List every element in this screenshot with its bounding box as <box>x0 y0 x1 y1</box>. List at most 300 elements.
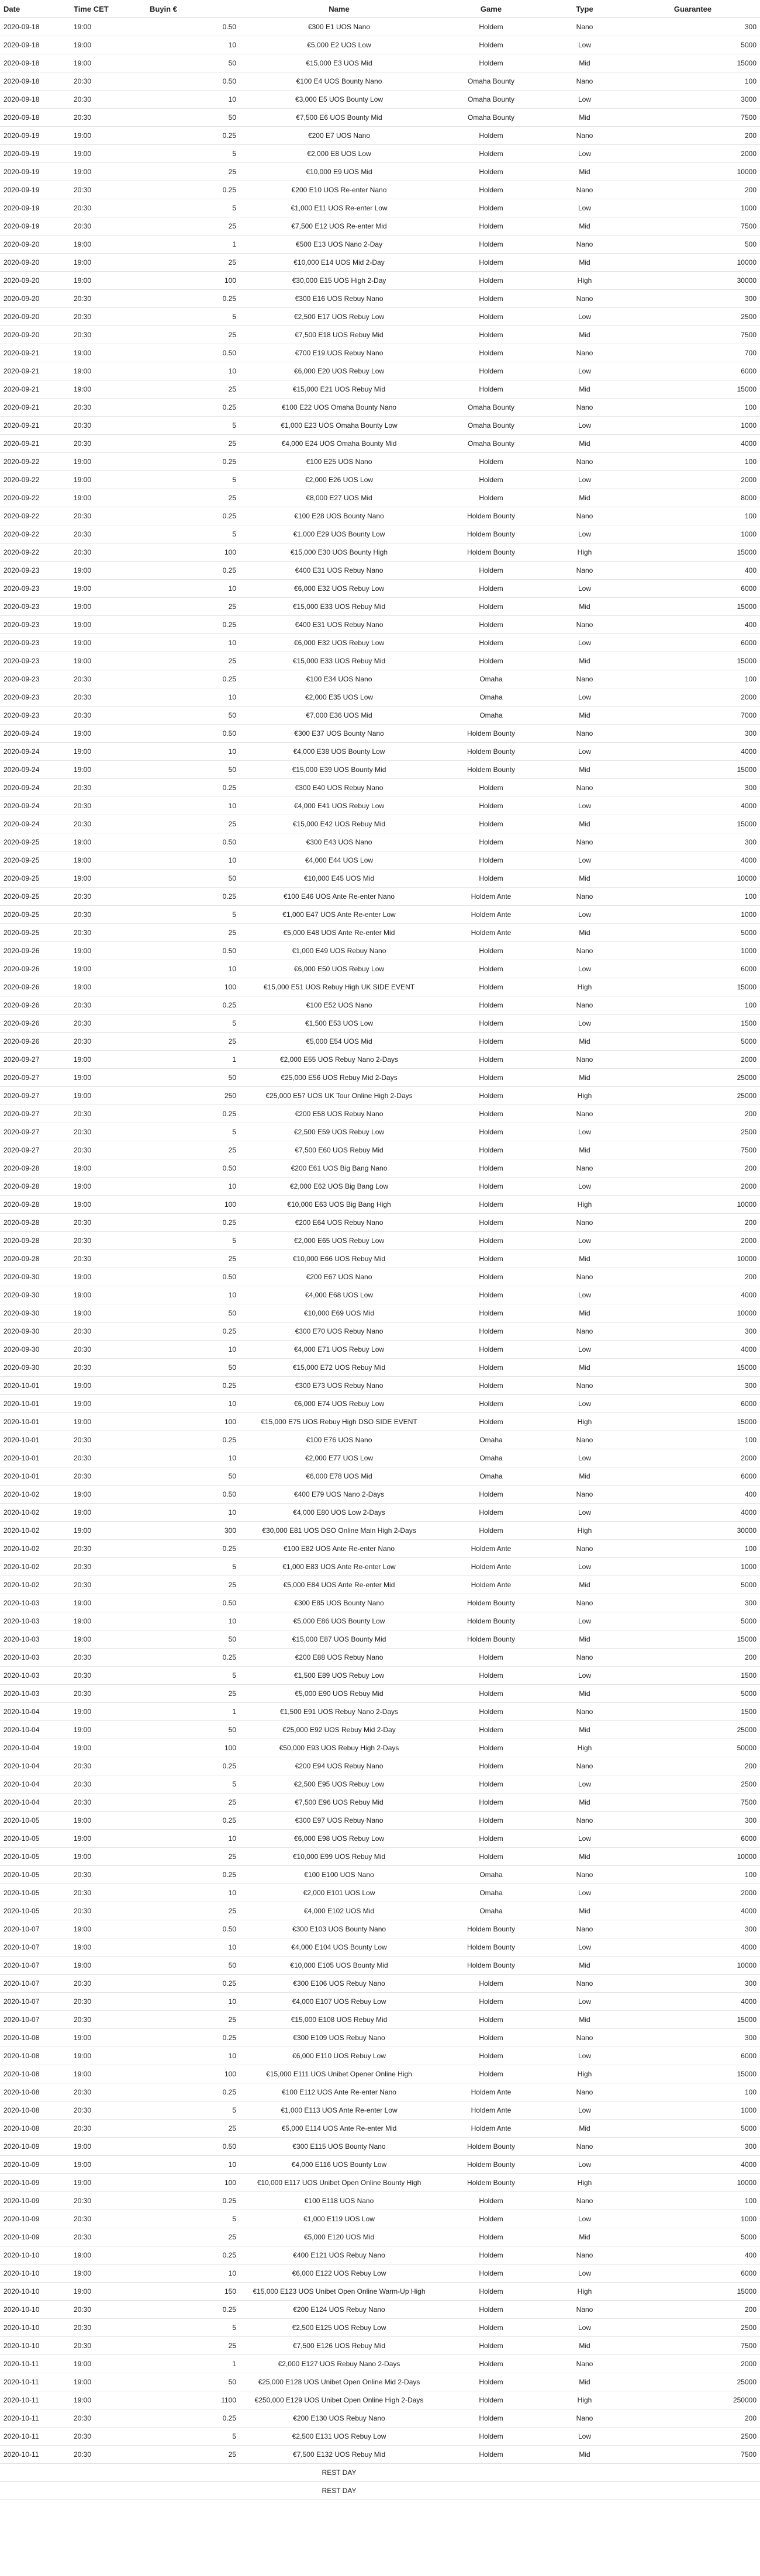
cell-name: €1,000 E113 UOS Ante Re-enter Low <box>240 2101 438 2120</box>
cell-time: 20:30 <box>70 779 146 797</box>
table-row <box>0 761 760 779</box>
table-row <box>0 652 760 670</box>
cell-name: €4,000 E41 UOS Rebuy Low <box>240 797 438 815</box>
cell-type: Low <box>544 688 626 707</box>
cell-type: Mid <box>544 435 626 453</box>
cell-guarantee: 4000 <box>626 797 760 815</box>
cell-date: 2020-10-10 <box>0 2283 70 2301</box>
cell-name: €300 E106 UOS Rebuy Nano <box>240 1975 438 1993</box>
table-row <box>0 1268 760 1286</box>
table-row <box>0 707 760 725</box>
cell-type: Low <box>544 145 626 163</box>
table-row <box>0 1649 760 1667</box>
cell-name: €100 E82 UOS Ante Re-enter Nano <box>240 1540 438 1558</box>
cell-name: €300 E85 UOS Bounty Nano <box>240 1594 438 1612</box>
cell-type: Nano <box>544 236 626 254</box>
cell-name: €2,500 E17 UOS Rebuy Low <box>240 308 438 326</box>
cell-guarantee: 200 <box>626 2409 760 2428</box>
cell-date: 2020-09-28 <box>0 1196 70 1214</box>
table-row <box>0 2283 760 2301</box>
cell-game: Omaha Bounty <box>438 109 544 127</box>
cell-game: Holdem <box>438 1395 544 1413</box>
cell-guarantee: 15000 <box>626 761 760 779</box>
cell-date: 2020-09-23 <box>0 707 70 725</box>
table-row <box>0 1359 760 1377</box>
cell-date: 2020-10-03 <box>0 1649 70 1667</box>
table-row <box>0 1902 760 1920</box>
cell-guarantee: 7500 <box>626 326 760 344</box>
cell-time: 20:30 <box>70 417 146 435</box>
cell-name: €7,500 E60 UOS Rebuy Mid <box>240 1141 438 1159</box>
cell-type: High <box>544 1196 626 1214</box>
cell-buyin: 100 <box>146 2174 240 2192</box>
cell-time: 19:00 <box>70 960 146 978</box>
cell-date: 2020-10-11 <box>0 2373 70 2391</box>
table-row <box>0 471 760 489</box>
cell-game: Holdem <box>438 1268 544 1286</box>
cell-guarantee: 100 <box>626 453 760 471</box>
cell-guarantee: 300 <box>626 1975 760 1993</box>
cell-name: €15,000 E111 UOS Unibet Opener Online High <box>240 2065 438 2083</box>
table-row <box>0 1214 760 1232</box>
cell-guarantee: 10000 <box>626 254 760 272</box>
cell-guarantee: 6000 <box>626 580 760 598</box>
cell-time: 19:00 <box>70 163 146 181</box>
cell-date: 2020-10-03 <box>0 1612 70 1630</box>
table-row <box>0 290 760 308</box>
cell-guarantee: 250000 <box>626 2391 760 2409</box>
table-row <box>0 1413 760 1431</box>
cell-name: €6,000 E78 UOS Mid <box>240 1467 438 1486</box>
cell-time: 20:30 <box>70 507 146 525</box>
cell-time: 19:00 <box>70 1087 146 1105</box>
cell-buyin: 10 <box>146 1830 240 1848</box>
cell-date: 2020-10-01 <box>0 1377 70 1395</box>
table-row <box>0 163 760 181</box>
cell-name: €2,000 E101 UOS Low <box>240 1884 438 1902</box>
cell-time: 20:30 <box>70 1866 146 1884</box>
cell-type: Mid <box>544 380 626 399</box>
table-row <box>0 1486 760 1504</box>
cell-type: High <box>544 1522 626 1540</box>
table-row <box>0 2029 760 2047</box>
table-row <box>0 2210 760 2228</box>
cell-buyin: 0.25 <box>146 1377 240 1395</box>
cell-date: 2020-09-25 <box>0 906 70 924</box>
cell-name: €1,000 E47 UOS Ante Re-enter Low <box>240 906 438 924</box>
cell-name: €250,000 E129 UOS Unibet Open Online High 2-Days <box>240 2391 438 2409</box>
cell-name: €10,000 E9 UOS Mid <box>240 163 438 181</box>
cell-date: 2020-10-02 <box>0 1576 70 1594</box>
table-row <box>0 1341 760 1359</box>
cell-game: Holdem <box>438 1377 544 1395</box>
cell-buyin: 0.25 <box>146 1540 240 1558</box>
cell-game: Holdem <box>438 2192 544 2210</box>
cell-game: Holdem <box>438 236 544 254</box>
table-row <box>0 543 760 562</box>
cell-time: 19:00 <box>70 978 146 996</box>
cell-buyin: 0.25 <box>146 290 240 308</box>
cell-guarantee: 3000 <box>626 91 760 109</box>
cell-guarantee: 4000 <box>626 1341 760 1359</box>
cell-game: Holdem <box>438 1341 544 1359</box>
cell-date: 2020-10-01 <box>0 1467 70 1486</box>
cell-guarantee: 6000 <box>626 2265 760 2283</box>
cell-date: 2020-10-07 <box>0 1975 70 1993</box>
cell-name: €6,000 E50 UOS Rebuy Low <box>240 960 438 978</box>
cell-name: €8,000 E27 UOS Mid <box>240 489 438 507</box>
cell-time: 19:00 <box>70 254 146 272</box>
cell-name: €3,000 E5 UOS Bounty Low <box>240 91 438 109</box>
cell-time: 19:00 <box>70 1739 146 1757</box>
cell-name: €10,000 E105 UOS Bounty Mid <box>240 1957 438 1975</box>
cell-buyin: 0.25 <box>146 1649 240 1667</box>
cell-guarantee: 25000 <box>626 2373 760 2391</box>
cell-name: €100 E25 UOS Nano <box>240 453 438 471</box>
cell-buyin: 50 <box>146 1069 240 1087</box>
cell-type: High <box>544 272 626 290</box>
cell-type: Low <box>544 1341 626 1359</box>
cell-game: Holdem <box>438 2283 544 2301</box>
cell-type: Mid <box>544 1141 626 1159</box>
cell-type: Nano <box>544 1486 626 1504</box>
cell-date: 2020-09-18 <box>0 91 70 109</box>
cell-guarantee: 4000 <box>626 1938 760 1957</box>
cell-game: Omaha <box>438 1902 544 1920</box>
cell-type: Nano <box>544 453 626 471</box>
cell-name: €15,000 E33 UOS Rebuy Mid <box>240 652 438 670</box>
cell-time: 20:30 <box>70 217 146 236</box>
cell-guarantee: 15000 <box>626 543 760 562</box>
cell-type: Nano <box>544 1975 626 1993</box>
table-row <box>0 1775 760 1793</box>
cell-type: Low <box>544 2047 626 2065</box>
table-row <box>0 1504 760 1522</box>
cell-buyin: 50 <box>146 1721 240 1739</box>
cell-type: Low <box>544 960 626 978</box>
cell-buyin: 25 <box>146 2446 240 2464</box>
cell-type: Mid <box>544 109 626 127</box>
cell-guarantee: 6000 <box>626 1467 760 1486</box>
table-row <box>0 417 760 435</box>
table-row <box>0 525 760 543</box>
cell-time: 19:00 <box>70 344 146 362</box>
cell-type: Nano <box>544 779 626 797</box>
cell-guarantee: 15000 <box>626 815 760 833</box>
cell-guarantee: 10000 <box>626 1196 760 1214</box>
cell-guarantee: 15000 <box>626 2065 760 2083</box>
cell-guarantee: 15000 <box>626 1413 760 1431</box>
cell-name: €1,000 E23 UOS Omaha Bounty Low <box>240 417 438 435</box>
cell-buyin: 0.25 <box>146 779 240 797</box>
table-row <box>0 942 760 960</box>
cell-time: 19:00 <box>70 1630 146 1649</box>
cell-time: 19:00 <box>70 1522 146 1540</box>
cell-guarantee: 300 <box>626 2138 760 2156</box>
cell-time: 20:30 <box>70 1232 146 1250</box>
cell-game: Holdem Ante <box>438 2101 544 2120</box>
empty-cell <box>544 2464 626 2482</box>
cell-time: 20:30 <box>70 543 146 562</box>
cell-game: Holdem <box>438 1069 544 1087</box>
cell-guarantee: 2500 <box>626 2428 760 2446</box>
cell-date: 2020-09-18 <box>0 109 70 127</box>
cell-name: €25,000 E57 UOS UK Tour Online High 2-Days <box>240 1087 438 1105</box>
cell-guarantee: 6000 <box>626 1830 760 1848</box>
cell-name: €7,500 E6 UOS Bounty Mid <box>240 109 438 127</box>
cell-time: 19:00 <box>70 2373 146 2391</box>
cell-buyin: 10 <box>146 2265 240 2283</box>
cell-game: Omaha Bounty <box>438 72 544 91</box>
cell-time: 20:30 <box>70 1449 146 1467</box>
cell-type: Nano <box>544 1105 626 1123</box>
cell-date: 2020-10-09 <box>0 2174 70 2192</box>
cell-guarantee: 100 <box>626 2192 760 2210</box>
cell-game: Holdem <box>438 634 544 652</box>
cell-name: €500 E13 UOS Nano 2-Day <box>240 236 438 254</box>
cell-game: Omaha <box>438 688 544 707</box>
table-row <box>0 2047 760 2065</box>
cell-time: 19:00 <box>70 2283 146 2301</box>
cell-name: €1,000 E11 UOS Re-enter Low <box>240 199 438 217</box>
cell-type: Nano <box>544 833 626 851</box>
table-row <box>0 725 760 743</box>
cell-time: 19:00 <box>70 2047 146 2065</box>
table-row <box>0 36 760 54</box>
cell-game: Holdem Bounty <box>438 1594 544 1612</box>
cell-date: 2020-09-26 <box>0 996 70 1015</box>
cell-date: 2020-09-18 <box>0 72 70 91</box>
cell-buyin: 0.25 <box>146 181 240 199</box>
table-row <box>0 1178 760 1196</box>
cell-time: 19:00 <box>70 18 146 36</box>
cell-date: 2020-09-27 <box>0 1105 70 1123</box>
cell-game: Holdem <box>438 833 544 851</box>
cell-guarantee: 7500 <box>626 2446 760 2464</box>
cell-name: €200 E64 UOS Rebuy Nano <box>240 1214 438 1232</box>
cell-time: 20:30 <box>70 1993 146 2011</box>
cell-name: €200 E58 UOS Rebuy Nano <box>240 1105 438 1123</box>
cell-time: 19:00 <box>70 453 146 471</box>
cell-time: 20:30 <box>70 1649 146 1667</box>
cell-name: €10,000 E63 UOS Big Bang High <box>240 1196 438 1214</box>
cell-type: Nano <box>544 507 626 525</box>
cell-buyin: 25 <box>146 163 240 181</box>
cell-type: Mid <box>544 1359 626 1377</box>
cell-name: €100 E100 UOS Nano <box>240 1866 438 1884</box>
table-header-row <box>0 0 760 18</box>
cell-buyin: 1 <box>146 1703 240 1721</box>
table-row <box>0 1757 760 1775</box>
cell-type: Low <box>544 1884 626 1902</box>
cell-guarantee: 400 <box>626 616 760 634</box>
cell-name: €1,000 E49 UOS Rebuy Nano <box>240 942 438 960</box>
cell-date: 2020-10-04 <box>0 1739 70 1757</box>
cell-time: 19:00 <box>70 1812 146 1830</box>
cell-name: €300 E103 UOS Bounty Nano <box>240 1920 438 1938</box>
cell-guarantee: 5000 <box>626 1033 760 1051</box>
cell-buyin: 5 <box>146 2319 240 2337</box>
cell-time: 19:00 <box>70 1594 146 1612</box>
cell-guarantee: 2000 <box>626 1449 760 1467</box>
cell-game: Holdem <box>438 1848 544 1866</box>
cell-type: Nano <box>544 562 626 580</box>
cell-date: 2020-10-01 <box>0 1449 70 1467</box>
cell-time: 20:30 <box>70 1975 146 1993</box>
cell-type: High <box>544 1413 626 1431</box>
table-row <box>0 1069 760 1087</box>
cell-game: Holdem <box>438 199 544 217</box>
cell-game: Holdem Ante <box>438 1558 544 1576</box>
table-row <box>0 1250 760 1268</box>
cell-type: Nano <box>544 2409 626 2428</box>
cell-guarantee: 100 <box>626 1431 760 1449</box>
cell-game: Holdem Bounty <box>438 1630 544 1649</box>
cell-time: 20:30 <box>70 1341 146 1359</box>
cell-name: €400 E31 UOS Rebuy Nano <box>240 562 438 580</box>
cell-name: €15,000 E51 UOS Rebuy High UK SIDE EVENT <box>240 978 438 996</box>
table-row <box>0 217 760 236</box>
cell-type: Mid <box>544 1630 626 1649</box>
cell-type: Mid <box>544 815 626 833</box>
cell-guarantee: 200 <box>626 1268 760 1286</box>
cell-time: 19:00 <box>70 1178 146 1196</box>
cell-date: 2020-10-04 <box>0 1775 70 1793</box>
cell-name: €100 E4 UOS Bounty Nano <box>240 72 438 91</box>
cell-name: €5,000 E120 UOS Mid <box>240 2228 438 2246</box>
cell-date: 2020-09-22 <box>0 489 70 507</box>
cell-guarantee: 15000 <box>626 1359 760 1377</box>
table-row <box>0 344 760 362</box>
cell-date: 2020-10-05 <box>0 1902 70 1920</box>
cell-name: €10,000 E117 UOS Unibet Open Online Bounty High <box>240 2174 438 2192</box>
table-row <box>0 1739 760 1757</box>
cell-guarantee: 10000 <box>626 2174 760 2192</box>
table-row <box>0 833 760 851</box>
cell-buyin: 10 <box>146 1612 240 1630</box>
cell-time: 20:30 <box>70 1015 146 1033</box>
cell-name: €400 E79 UOS Nano 2-Days <box>240 1486 438 1504</box>
cell-time: 20:30 <box>70 2083 146 2101</box>
cell-date: 2020-10-10 <box>0 2301 70 2319</box>
cell-type: Low <box>544 1830 626 1848</box>
cell-time: 19:00 <box>70 870 146 888</box>
cell-date: 2020-09-27 <box>0 1051 70 1069</box>
table-row <box>0 2228 760 2246</box>
cell-time: 19:00 <box>70 1069 146 1087</box>
cell-type: Mid <box>544 2373 626 2391</box>
cell-buyin: 25 <box>146 217 240 236</box>
cell-type: Nano <box>544 1594 626 1612</box>
table-row <box>0 1105 760 1123</box>
column-header-buyin: Buyin € <box>146 0 240 18</box>
cell-buyin: 0.50 <box>146 2138 240 2156</box>
cell-name: €1,000 E29 UOS Bounty Low <box>240 525 438 543</box>
cell-date: 2020-10-08 <box>0 2047 70 2065</box>
table-row <box>0 2446 760 2464</box>
cell-date: 2020-10-10 <box>0 2319 70 2337</box>
cell-type: Mid <box>544 254 626 272</box>
cell-game: Holdem Bounty <box>438 1957 544 1975</box>
cell-date: 2020-10-09 <box>0 2228 70 2246</box>
cell-guarantee: 4000 <box>626 1504 760 1522</box>
cell-date: 2020-09-27 <box>0 1087 70 1105</box>
cell-buyin: 5 <box>146 2210 240 2228</box>
cell-game: Holdem <box>438 489 544 507</box>
cell-time: 19:00 <box>70 1830 146 1848</box>
cell-date: 2020-10-02 <box>0 1558 70 1576</box>
cell-game: Holdem Ante <box>438 1540 544 1558</box>
cell-buyin: 50 <box>146 870 240 888</box>
cell-name: €6,000 E32 UOS Rebuy Low <box>240 634 438 652</box>
cell-buyin: 5 <box>146 2428 240 2446</box>
cell-type: Mid <box>544 1304 626 1322</box>
cell-buyin: 5 <box>146 1775 240 1793</box>
cell-game: Omaha Bounty <box>438 435 544 453</box>
cell-buyin: 0.25 <box>146 1431 240 1449</box>
cell-buyin: 10 <box>146 960 240 978</box>
cell-name: €4,000 E44 UOS Low <box>240 851 438 870</box>
cell-date: 2020-09-21 <box>0 399 70 417</box>
table-row <box>0 1630 760 1649</box>
cell-game: Holdem <box>438 2446 544 2464</box>
cell-buyin: 1 <box>146 2355 240 2373</box>
cell-guarantee: 10000 <box>626 870 760 888</box>
cell-guarantee: 300 <box>626 290 760 308</box>
cell-date: 2020-09-23 <box>0 580 70 598</box>
cell-type: Low <box>544 2210 626 2228</box>
cell-game: Holdem <box>438 1123 544 1141</box>
cell-game: Holdem Ante <box>438 2083 544 2101</box>
cell-buyin: 10 <box>146 634 240 652</box>
cell-date: 2020-09-18 <box>0 36 70 54</box>
cell-game: Holdem <box>438 2373 544 2391</box>
cell-buyin: 5 <box>146 525 240 543</box>
cell-name: €200 E10 UOS Re-enter Nano <box>240 181 438 199</box>
cell-time: 20:30 <box>70 2101 146 2120</box>
table-row <box>0 507 760 525</box>
table-row <box>0 1848 760 1866</box>
cell-type: High <box>544 2391 626 2409</box>
cell-date: 2020-10-07 <box>0 1920 70 1938</box>
cell-date: 2020-10-04 <box>0 1703 70 1721</box>
cell-time: 20:30 <box>70 2120 146 2138</box>
cell-date: 2020-10-10 <box>0 2265 70 2283</box>
cell-buyin: 5 <box>146 308 240 326</box>
empty-cell <box>438 2482 544 2500</box>
cell-time: 20:30 <box>70 1685 146 1703</box>
empty-cell <box>146 2464 240 2482</box>
cell-guarantee: 500 <box>626 236 760 254</box>
cell-game: Holdem <box>438 1214 544 1232</box>
cell-buyin: 10 <box>146 580 240 598</box>
cell-game: Holdem Bounty <box>438 1612 544 1630</box>
cell-time: 20:30 <box>70 1141 146 1159</box>
cell-type: Nano <box>544 181 626 199</box>
cell-buyin: 0.25 <box>146 2301 240 2319</box>
cell-time: 20:30 <box>70 815 146 833</box>
cell-guarantee: 700 <box>626 344 760 362</box>
cell-type: Nano <box>544 72 626 91</box>
cell-name: €7,500 E96 UOS Rebuy Mid <box>240 1793 438 1812</box>
cell-name: €6,000 E32 UOS Rebuy Low <box>240 580 438 598</box>
cell-game: Holdem <box>438 616 544 634</box>
cell-date: 2020-10-05 <box>0 1830 70 1848</box>
cell-type: Nano <box>544 1159 626 1178</box>
cell-time: 19:00 <box>70 2138 146 2156</box>
cell-date: 2020-09-20 <box>0 236 70 254</box>
cell-buyin: 25 <box>146 2120 240 2138</box>
